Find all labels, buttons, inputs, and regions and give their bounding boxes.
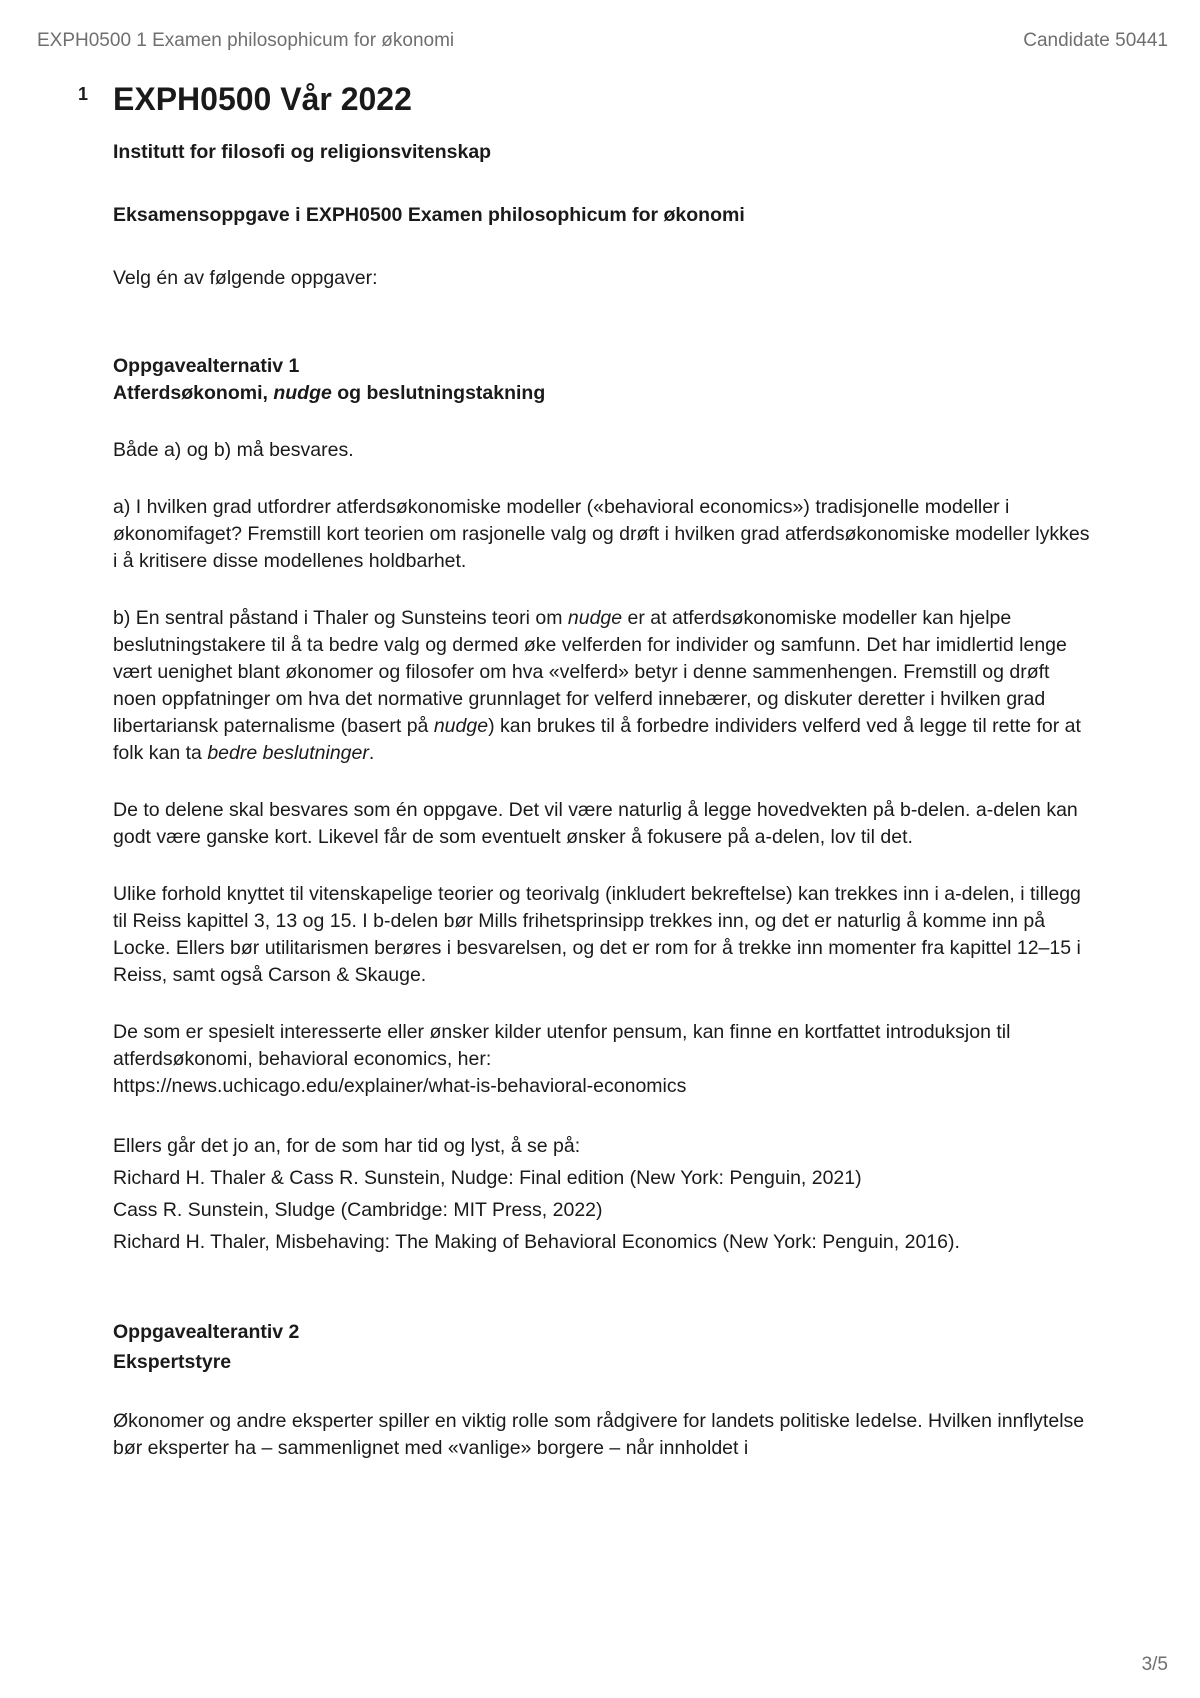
page-title: EXPH0500 Vår 2022 bbox=[113, 81, 412, 117]
alt2-heading: Ekspertstyre bbox=[113, 1351, 232, 1373]
alt1-label: Oppgavealternativ 1 bbox=[113, 355, 300, 377]
alt1-heading-post: og beslutningstakning bbox=[331, 382, 546, 404]
question-content bbox=[113, 79, 1098, 1462]
part-b-text-4: . bbox=[368, 742, 375, 764]
source-url: https://news.uchicago.edu/explainer/what-is-behavioral-economics bbox=[113, 1075, 687, 1097]
question-number: 1 bbox=[78, 84, 89, 104]
exam-heading: Eksamensoppgave i EXPH0500 Examen philosophicum for økonomi bbox=[113, 204, 745, 226]
alt1-instruction: Både a) og b) må besvares. bbox=[113, 439, 354, 461]
alt1-heading-em: nudge bbox=[273, 382, 332, 404]
reference-item: Richard H. Thaler & Cass R. Sunstein, Nudge: Final edition (New York: Penguin, 2021) bbox=[113, 1167, 862, 1189]
alt1-note-sources: De som er spesielt interesserte eller ønsker kilder utenfor pensum, kan finne en kortfattet introduksjon til atferdsøkonomi, behavioral economics, her: bbox=[113, 1021, 1011, 1070]
part-b-text-2: er at atferdsøkonomiske modeller kan hjelpe beslutningstakere til å ta bedre valg og dermed øke velferden for individer og samfunn. Det har imidlertid lenge vært uenighet blant økonomer og filosofer om hva «velferd» betyr i denne sammenhengen. Fremstill og drøft noen oppfatninger om hva det normative grunnlaget for velferd innebærer, og diskuter deretter i hvilken grad libertariansk paternalisme (basert på bbox=[113, 607, 1067, 737]
intro-text: Velg én av følgende oppgaver: bbox=[113, 267, 378, 289]
alt1-part-a: a) I hvilken grad utfordrer atferdsøkonomiske modeller («behavioral economics») tradisjonelle modeller i økonomifaget? Fremstill kort teorien om rasjonelle valg og drøft i hvilken grad atferdsøkonomiske modeller lykkes i å kritisere disse modellenes holdbarhet. bbox=[113, 496, 1090, 572]
alt1-heading bbox=[113, 380, 1098, 407]
alt1-note-weighting: De to delene skal besvares som én oppgave. Det vil være naturlig å legge hovedvekten på b-delen. a-delen kan godt være ganske kort. Likevel får de som eventuelt ønsker å fokusere på a-delen, lov til det. bbox=[113, 799, 1078, 848]
page-number: 3/5 bbox=[1141, 1654, 1168, 1675]
institute-heading: Institutt for filosofi og religionsvitenskap bbox=[113, 141, 492, 163]
alt2-text: Økonomer og andre eksperter spiller en viktig rolle som rådgivere for landets politiske ledelse. Hvilken innflytelse bør eksperter ha – sammenlignet med «vanlige» borgere – når innholdet i bbox=[113, 1410, 1085, 1459]
reference-item: Richard H. Thaler, Misbehaving: The Making of Behavioral Economics (New York: Penguin, 2016). bbox=[113, 1231, 960, 1253]
alt1-heading-pre: Atferdsøkonomi, bbox=[113, 382, 274, 404]
part-b-em-3: bedre beslutninger bbox=[207, 742, 369, 764]
part-b-text-1: b) En sentral påstand i Thaler og Sunsteins teori om bbox=[113, 607, 568, 629]
header-course-title: EXPH0500 1 Examen philosophicum for økonomi bbox=[37, 30, 455, 51]
part-b-em-1: nudge bbox=[567, 607, 623, 629]
alt1-part-b bbox=[113, 605, 1098, 767]
alt2-label: Oppgavealterantiv 2 bbox=[113, 1321, 300, 1343]
part-b-text-3: ) kan brukes til å forbedre individers velferd ved å legge til rette for at folk kan ta bbox=[113, 715, 1081, 764]
reference-item: Cass R. Sunstein, Sludge (Cambridge: MIT Press, 2022) bbox=[113, 1199, 603, 1221]
part-b-em-2: nudge bbox=[433, 715, 489, 737]
alt1-note-readings: Ulike forhold knyttet til vitenskapelige teorier og teorivalg (inkludert bekreftelse) kan trekkes inn i a-delen, i tillegg til Reiss kapittel 3, 13 og 15. I b-delen bør Mills frihetsprinsipp trekkes inn, og det er naturlig å komme inn på Locke. Ellers bør utilitarismen berøres i besvarelsen, og det er rom for å trekke inn momenter fra kapittel 12–15 i Reiss, samt også Carson & Skauge. bbox=[113, 883, 1081, 986]
references-intro: Ellers går det jo an, for de som har tid og lyst, å se på: bbox=[113, 1135, 581, 1157]
header-candidate: Candidate 50441 bbox=[1023, 30, 1168, 51]
